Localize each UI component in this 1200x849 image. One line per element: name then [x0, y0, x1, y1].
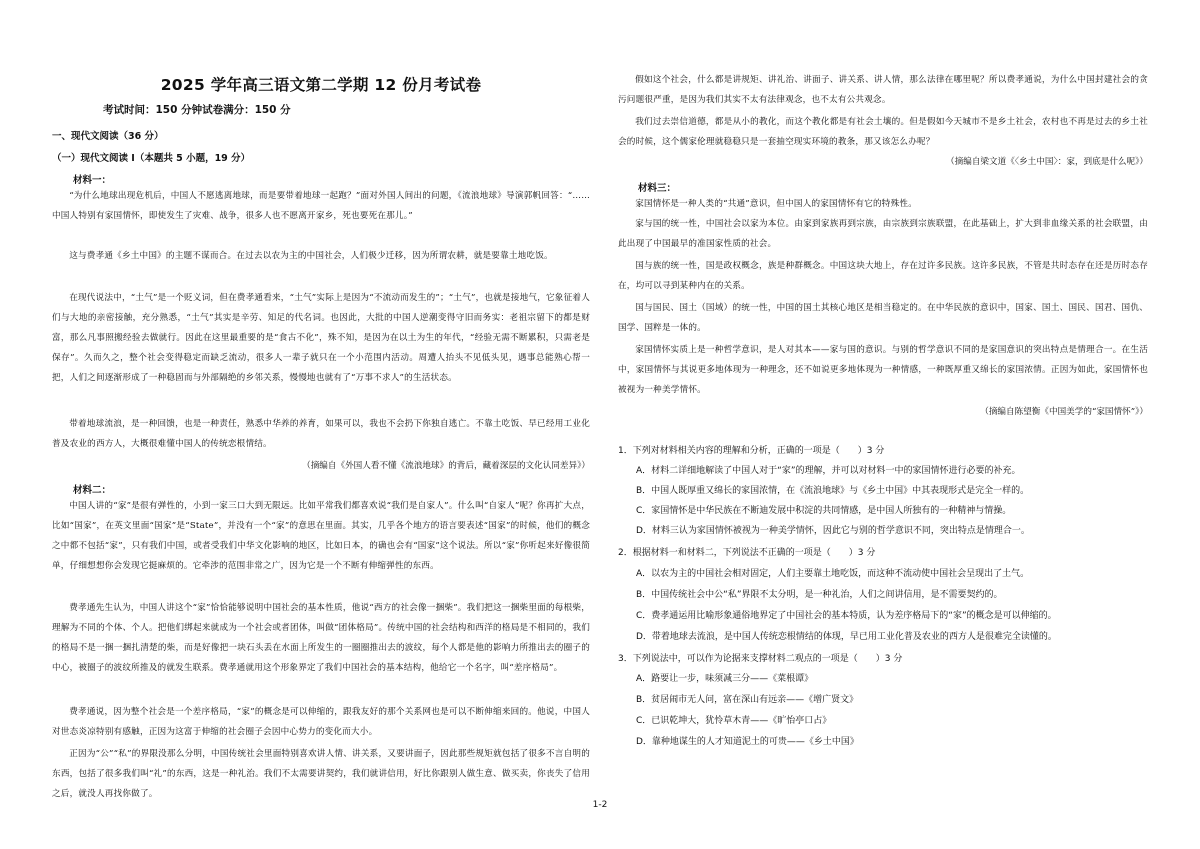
material-2-paragraph: 费孝通先生认为，中国人讲这个“家”恰恰能够说明中国社会的基本性质，他说“西方的社会像一捆柴”。我们把这一捆柴里面的每根柴，理解为不同的个体、个人。把他们绑起来就成为一个社会或者团体，叫做“团体格局”。传统中国的社会结构和西洋的格局是不相同的，我们的格局不是一捆一捆扎清楚的柴，而是好像把一块石头丢在水面上所发生的一圈圈推出去的波纹，每个人都是他的影响力所推出去的圈子的中心，被圈子的波纹所推及的就发生联系。费孝通就用这个形象界定了我们中国社会的基本结构，他给它一个名字，叫“差序格局”。 [52, 603, 590, 673]
question-option: A．路要让一步，味须减三分——《菜根谭》 [636, 674, 814, 684]
material-2-source: （摘编自梁文道《〈乡土中国〉：家，到底是什么呢》） [946, 157, 1148, 167]
question-stem: 3．下列说法中，可以作为论据来支撑材料二观点的一项是（ ）3 分 [618, 654, 903, 664]
exam-info: 考试时间：150 分钟试卷满分：150 分 [103, 104, 291, 116]
question-stem: 1．下列对材料相关内容的理解和分析，正确的一项是（ ）3 分 [618, 446, 885, 456]
question-option: D．材料三认为家国情怀被视为一种美学情怀，因此它与别的哲学意识不同，突出特点是情理合一。 [636, 526, 1030, 536]
material-1-paragraph: “为什么地球出现危机后，中国人不愿逃离地球，而是要带着地球一起跑？”面对外国人间出的问题，《流浪地球》导演郭帆回答：“……中国人特别有家国情怀，即使发生了灾难、战争，很多人也不愿离开家乡，死也要死在那儿。” [52, 191, 590, 221]
material-2-paragraph: 中国人讲的“家”是很有弹性的，小到一家三口大到无限远。比如平常我们都喜欢说“我们是自家人”。什么叫“自家人”呢？你再扩大点，比如“国家”，在英文里面“国家”是“State”，并没有一个“家”的意思在里面。其实，几乎各个地方的语言要表述“国家”的时候，他们的概念之中都不包括“家”，只有我们中国，或者受我们中华文化影响的地区，比如日本，的确也会有“国家”这个说法。所以“家”你听起来好像很简单，仔细想想你会发现它挺麻烦的。它牵涉的范围非常之广，因为它是一个不断有伸缩弹性的东西。 [52, 501, 590, 571]
material-1-paragraph: 在现代说法中，“土气”是一个贬义词，但在费孝通看来，“土气”实际上是因为“不流动而发生的”；“土气”，也就是接地气，它象征着人们与大地的亲密接触，充分熟悉，“土气”其实是辛劳、知足的代名词。也因此，大批的中国人逆潮变得守旧而务实：老祖宗留下的都是财富，那么凡事照搬经验去做就行。因此在这里最重要的是“食古不化”，殊不知，是因为在以土为生的年代，“经验无需不断累积，只需老是保存”。久而久之，整个社会变得稳定而缺乏流动，很多人一辈子就只在一个小范围内活动。周遭人抬头不见低头见，遇事总能熟心帮一把，人们之间逐渐形成了一种稳固而与外部隔绝的乡邻关系，慢慢地也就有了“万事不求人”的生活状态。 [52, 293, 590, 383]
material-3-paragraph: 家与国的统一性，中国社会以家为本位。由家到家族再到宗族，由宗族到宗族联盟，在此基础上，扩大到非血缘关系的社会联盟，由此出现了中国最早的准国家性质的社会。 [618, 219, 1148, 249]
question-option: B．中国传统社会中公“私”界限不太分明，是一种礼治，人们之间讲信用，是不需要契约的。 [636, 590, 1003, 600]
question-option: B．贫居闹市无人问，富在深山有远亲——《增广贤文》 [636, 695, 859, 705]
question-stem: 2．根据材料一和材料二，下列说法不正确的一项是（ ）3 分 [618, 548, 876, 558]
material-2-paragraph: 我们过去崇信道德，都是从小的教化，而这个教化都是有社会土壤的。但是假如今天城市不是乡土社会，农村也不再是过去的乡土社会的时候，这个儒家伦理就稳稳只是一套抽空现实环境的教条，那又该怎么办呢？ [618, 117, 1148, 147]
question-option: D．带着地球去流浪，是中国人传统恋根情结的体现，早已用工业化普及农业的西方人是很难完全读懂的。 [636, 632, 1057, 642]
page-title: 2025 学年高三语文第二学期 12 份月考试卷 [160, 76, 482, 94]
material-2-paragraph: 费孝通说，因为整个社会是一个差序格局，“家”的概念是可以伸缩的，跟我友好的那个关系网也是可以不断伸缩来回的。他说，中国人对世态炎凉特别有感触，正因为这富于伸缩的社会圈子会因中心势力的变化而大小。 [52, 707, 590, 737]
material-1-label: 材料一： [73, 175, 112, 186]
material-3-label: 材料三： [638, 183, 677, 194]
material-3-paragraph: 国与族的统一性，国是政权概念，族是种群概念。中国这块大地上，存在过许多民族。这许多民族，不管是共时态存在还是历时态存在，均可以寻到某种内在的关系。 [618, 261, 1148, 291]
material-3-source: （摘编自陈望衡《中国美学的“家国情怀”》） [980, 407, 1148, 417]
subsection-heading: （一）现代文阅读 Ⅰ（本题共 5 小题，19 分） [52, 153, 251, 164]
material-2-paragraph: 正因为“公”“私”的界限没那么分明，中国传统社会里面特别喜欢讲人情、讲关系，又要讲面子，因此那些规矩就包括了很多不言自明的东西，包括了很多我们叫“礼”的东西，这是一种礼治。我们不太需要讲契约，我们就讲信用，好比你跟别人做生意、做买卖，你丧失了信用之后，就没人再找你做了。 [52, 749, 590, 799]
question-option: D．靠种地谋生的人才知道泥土的可贵——《乡土中国》 [636, 737, 859, 747]
material-1-paragraph: 这与费孝通《乡土中国》的主题不谋而合。在过去以农为主的中国社会，人们极少迁移，因为所谓农耕，就是要靠土地吃饭。 [69, 251, 553, 261]
question-option: C．费孝通运用比喻形象通俗地界定了中国社会的基本特质，认为差序格局下的“家”的概念是可以伸缩的。 [636, 611, 1057, 621]
material-2-paragraph: 假如这个社会，什么都是讲规矩、讲礼治、讲面子、讲关系、讲人情，那么法律在哪里呢？所以费孝通说，为什么中国封建社会的贪污问题很严重，是因为我们其实不太有法律观念，也不太有公共观念。 [618, 75, 1148, 105]
question-option: A．材料二详细地解读了中国人对于“家”的理解，并可以对材料一中的家国情怀进行必要的补充。 [636, 466, 1021, 476]
question-option: C．家国情怀是中华民族在不断迪发展中积淀的共同情感，是中国人所独有的一种精神与情操。 [636, 506, 1012, 516]
material-3-paragraph: 国与国民、国土（国域）的统一性，中国的国土其核心地区是相当稳定的。在中华民族的意识中，国家、国土、国民、国君、国仇、国学、国粹是一体的。 [618, 303, 1148, 333]
material-1-paragraph: 带着地球流浪，是一种回馈，也是一种责任，熟悉中华养的养育，如果可以，我也不会扔下你独自逃亡。不靠土吃饭、早已经用工业化普及农业的西方人，大概很难懂中国人的传统恋根情结。 [52, 419, 590, 449]
material-3-paragraph: 家国情怀实质上是一种哲学意识，是人对其本——家与国的意识。与别的哲学意识不同的是家国意识的突出特点是情理合一。在生活中，家国情怀与其说更多地体现为一种理念，还不如说更多地体现为一种情感，一种既厚重又绵长的家国浓情。正因为如此，家国情怀也被视为一种美学情怀。 [618, 345, 1148, 395]
question-option: C．已识乾坤大，犹怜草木青——《旷怡亭口占》 [636, 716, 832, 726]
material-2-label: 材料二： [73, 485, 112, 496]
material-3-paragraph: 家国情怀是一种人类的“共通”意识，但中国人的家国情怀有它的特殊性。 [635, 199, 917, 209]
question-option: B．中国人既厚重又绵长的家国浓情，在《流浪地球》与《乡土中国》中其表现形式是完全一样的。 [636, 486, 1030, 496]
material-1-source: （摘编自《外国人看不懂《流浪地球》的背后，藏着深层的文化认同差异》） [302, 461, 590, 471]
page-number: 1-2 [592, 800, 608, 810]
section-heading: 一、现代文阅读（36 分） [52, 131, 164, 142]
question-option: A．以农为主的中国社会相对固定，人们主要靠土地吃饭，而这种不流动使中国社会呈现出了土气。 [636, 569, 1030, 579]
